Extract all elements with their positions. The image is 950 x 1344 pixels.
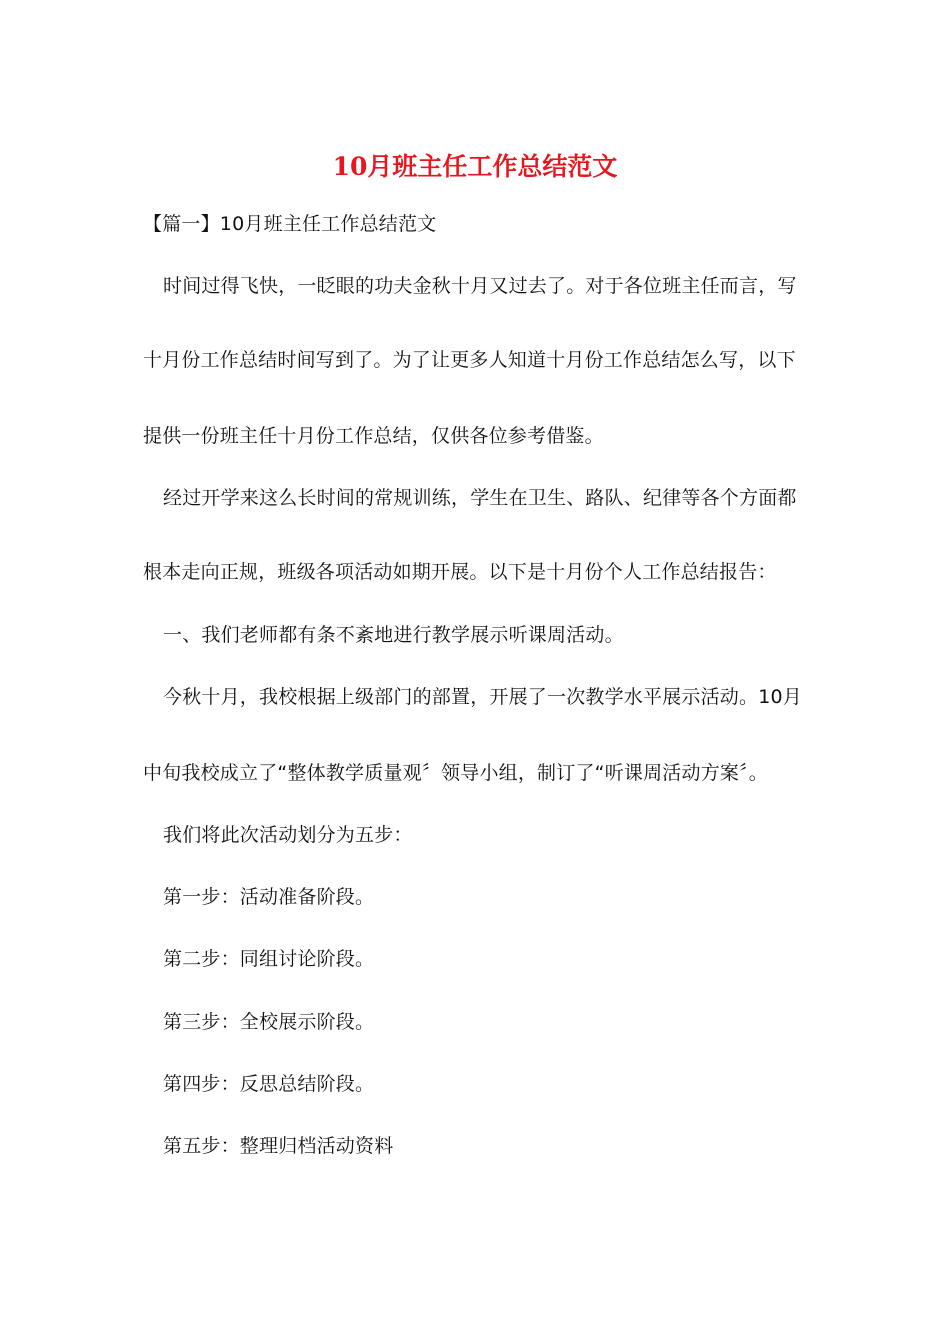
paragraph-line: 经过开学来这么长时间的常规训练，学生在卫生、路队、纪律等各个方面都 <box>163 487 797 509</box>
paragraph-line: 今秋十月，我校根据上级部门的部置，开展了一次教学水平展示活动。10月 <box>163 686 802 708</box>
paragraph-line: 中旬我校成立了“整体教学质量观〞领导小组，制订了“听课周活动方案〞。 <box>143 762 768 784</box>
section-heading: 【篇一】10月班主任工作总结范文 <box>143 213 437 235</box>
step-item: 第一步：活动准备阶段。 <box>163 886 375 908</box>
paragraph-line: 时间过得飞快，一眨眼的功夫金秋十月又过去了。对于各位班主任而言，写 <box>163 275 797 297</box>
document-title: 10月班主任工作总结范文 <box>332 152 618 181</box>
paragraph-line: 十月份工作总结时间写到了。为了让更多人知道十月份工作总结怎么写，以下 <box>143 349 796 371</box>
paragraph-line: 我们将此次活动划分为五步： <box>163 824 413 846</box>
step-item: 第五步：整理归档活动资料 <box>163 1135 394 1157</box>
step-item: 第三步：全校展示阶段。 <box>163 1011 375 1033</box>
step-item: 第二步：同组讨论阶段。 <box>163 948 375 970</box>
paragraph-line: 提供一份班主任十月份工作总结，仅供各位参考借鉴。 <box>143 425 604 447</box>
paragraph-line: 根本走向正规，班级各项活动如期开展。以下是十月份个人工作总结报告： <box>143 561 777 583</box>
step-item: 第四步：反思总结阶段。 <box>163 1073 375 1095</box>
section-subheading: 一、我们老师都有条不紊地进行教学展示听课周活动。 <box>163 624 624 646</box>
